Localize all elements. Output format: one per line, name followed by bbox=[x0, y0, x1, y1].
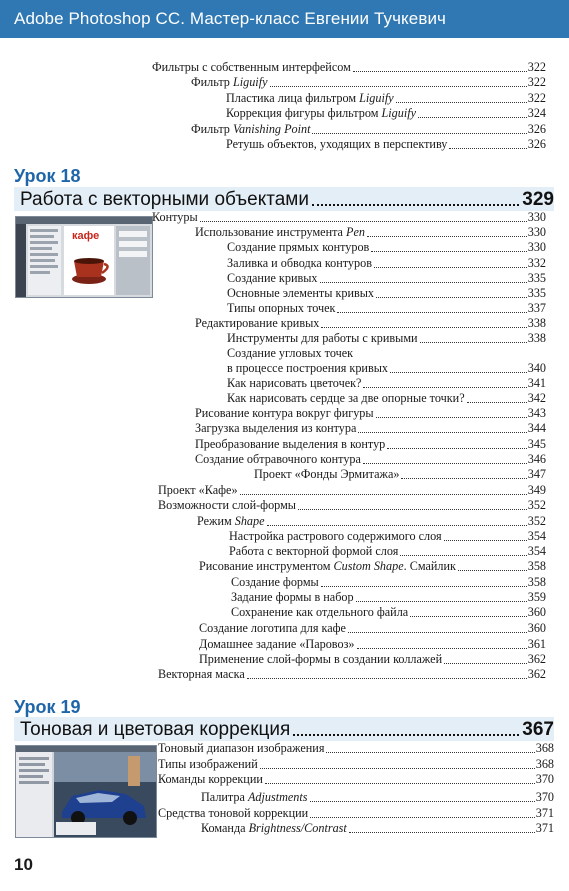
toc-entry: Проект «Фонды Эрмитажа» 347 bbox=[254, 467, 546, 481]
toc-entry: Возможности слой-формы 352 bbox=[158, 498, 546, 512]
toc-entry: Сохранение как отдельного файла 360 bbox=[231, 605, 546, 619]
toc-entry: Преобразование выделения в контур 345 bbox=[195, 437, 546, 451]
page-number: 10 bbox=[14, 855, 33, 874]
toc-entry: Создание прямых контуров 330 bbox=[227, 240, 546, 254]
toc-entry: Ретушь объектов, уходящих в перспективу 326 bbox=[226, 137, 546, 151]
toc-entry: Рисование инструментом Custom Shape. Смайлик 358 bbox=[199, 559, 546, 573]
toc-entry: Домашнее задание «Паровоз» 361 bbox=[199, 637, 546, 651]
toc-entry: в процессе построения кривых 340 bbox=[227, 361, 546, 375]
lesson-thumbnail bbox=[15, 216, 153, 298]
toc-entry: Применение слой-формы в создании коллажей 362 bbox=[199, 652, 546, 666]
toc-entry: Команды коррекции 370 bbox=[158, 772, 554, 786]
toc-entry: Как нарисовать цветочек? 341 bbox=[227, 376, 546, 390]
toc-entry: Фильтр Vanishing Point 326 bbox=[191, 122, 546, 136]
lesson-label: Урок 18 bbox=[14, 166, 81, 186]
toc-entry: Типы изображений 368 bbox=[158, 757, 554, 771]
toc-entry: Фильтр Liguify 322 bbox=[191, 75, 546, 89]
toc-entry: Заливка и обводка контуров 332 bbox=[227, 256, 546, 270]
toc-entry: Настройка растрового содержимого слоя 354 bbox=[229, 529, 546, 543]
toc-entry: Работа с векторной формой слоя 354 bbox=[229, 544, 546, 558]
lesson-thumbnail bbox=[15, 745, 157, 838]
toc-entry: Создание кривых 335 bbox=[227, 271, 546, 285]
toc-entry: Редактирование кривых 338 bbox=[195, 316, 546, 330]
lesson-title: Тоновая и цветовая коррекция 367 bbox=[20, 719, 554, 740]
toc-entry: Задание формы в набор 359 bbox=[231, 590, 546, 604]
toc-entry: Коррекция фигуры фильтром Liguify 324 bbox=[226, 106, 546, 120]
toc-entry: Использование инструмента Pen 330 bbox=[195, 225, 546, 239]
toc-entry: Команда Brightness/Contrast 371 bbox=[201, 821, 554, 835]
toc-entry: Пластика лица фильтром Liguify 322 bbox=[226, 91, 546, 105]
photoshop-screenshot-icon bbox=[16, 217, 152, 297]
toc-entry: Режим Shape 352 bbox=[197, 514, 546, 528]
toc-entry: Проект «Кафе» 349 bbox=[158, 483, 546, 497]
toc-entry: Создание обтравочного контура 346 bbox=[195, 452, 546, 466]
cafe-logo: кафе bbox=[72, 230, 100, 242]
toc-entry: Рисование контура вокруг фигуры 343 bbox=[195, 406, 546, 420]
book-title: Adobe Photoshop CC. Мастер-класс Евгении Тучкевич bbox=[14, 9, 446, 28]
toc-entry: Фильтры с собственным интерфейсом 322 bbox=[152, 60, 546, 74]
toc-entry: Загрузка выделения из контура 344 bbox=[195, 421, 546, 435]
toc-entry: Создание логотипа для кафе 360 bbox=[199, 621, 546, 635]
toc-entry: Векторная маска 362 bbox=[158, 667, 546, 681]
toc-entry: Инструменты для работы с кривыми 338 bbox=[227, 331, 546, 345]
toc-entry: Создание формы 358 bbox=[231, 575, 546, 589]
toc-entry: Тоновый диапазон изображения 368 bbox=[158, 741, 554, 755]
toc-entry: Как нарисовать сердце за две опорные точки? 342 bbox=[227, 391, 546, 405]
toc-entry: Средства тоновой коррекции 371 bbox=[158, 806, 554, 820]
toc-entry: Контуры 330 bbox=[152, 210, 546, 224]
lesson-title: Работа с векторными объектами 329 bbox=[20, 189, 554, 210]
toc-entry: Палитра Adjustments 370 bbox=[201, 790, 554, 804]
lesson-label: Урок 19 bbox=[14, 697, 81, 717]
toc-entry: Основные элементы кривых 335 bbox=[227, 286, 546, 300]
toc-entry: Типы опорных точек 337 bbox=[227, 301, 546, 315]
page-header bbox=[0, 0, 569, 38]
toc-entry: Создание угловых точек bbox=[227, 346, 354, 360]
car-photo-icon bbox=[16, 746, 156, 837]
